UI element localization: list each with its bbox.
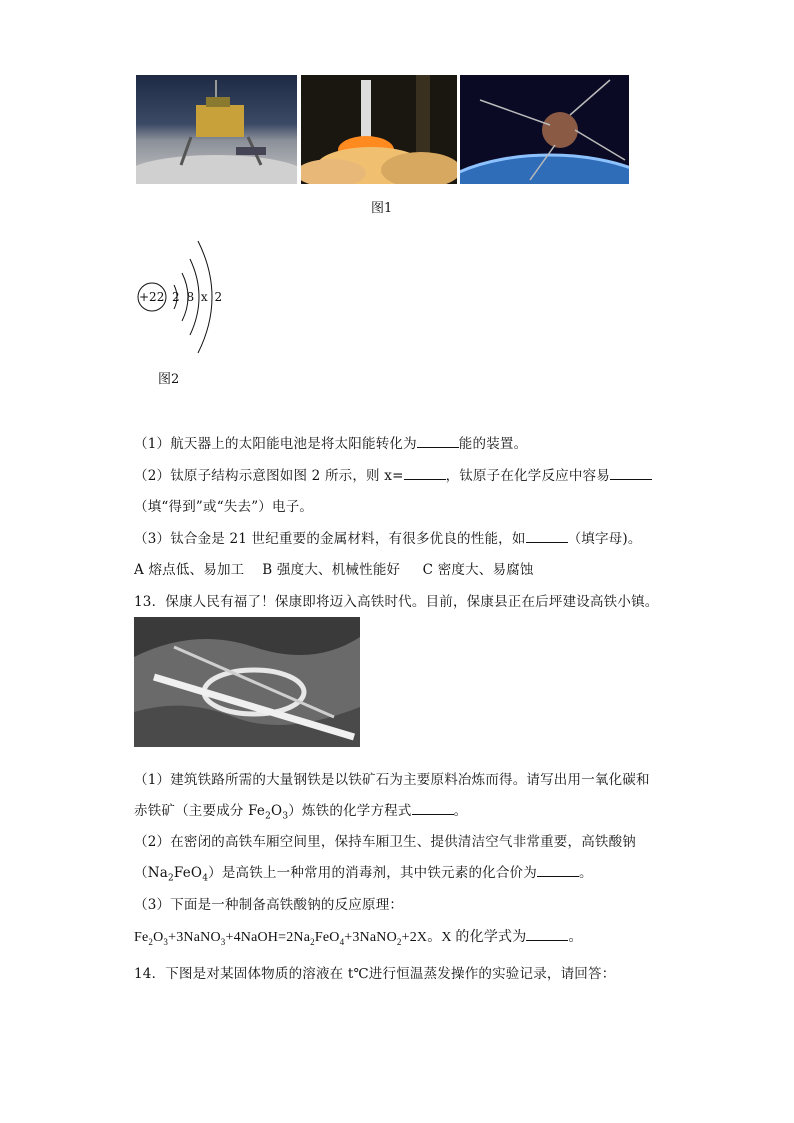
atom-nucleus: +22 xyxy=(139,290,165,304)
q13-part1-cont: 赤铁矿（主要成分 $Fe_2O_3$）炼铁的化学方程式 。 xyxy=(134,803,468,822)
q12-part2-cont: （填“得到”或“失去”）电子。 xyxy=(134,499,314,515)
satellite-earth-photo xyxy=(460,75,629,184)
q13-stem: 13．保康人民有福了！保康即将迈入高铁时代。目前，保康县正在后坪建设高铁小镇。 xyxy=(134,594,659,610)
answer-blank[interactable] xyxy=(526,928,568,941)
q13-equation: $Fe_2O_3+3NaNO_3+4NaOH=2Na_2FeO_4+3NaNO_2+2X$。X 的化学式为 。 xyxy=(134,930,583,947)
q13-part2-cont: $(Na_2FeO_4)$是高铁上一种常用的消毒剂，其中铁元素的化合价为 。 xyxy=(134,865,593,884)
q14-stem: 14．下图是对某固体物质的溶液在 t℃进行恒温蒸发操作的实验记录，请回答： xyxy=(134,966,616,982)
answer-blank[interactable] xyxy=(404,467,446,480)
q12-part1: （1）航天器上的太阳能电池是将太阳能转化为 能的装置。 xyxy=(134,436,528,452)
answer-blank[interactable] xyxy=(417,435,459,448)
answer-blank[interactable] xyxy=(412,802,454,815)
q13-part1: （1）建筑铁路所需的大量钢铁是以铁矿石为主要原料冶炼而得。请写出用一氧化碳和 xyxy=(134,772,650,788)
answer-blank[interactable] xyxy=(537,864,579,877)
answer-blank[interactable] xyxy=(610,467,652,480)
lunar-lander-photo xyxy=(136,75,297,184)
figure2-caption: 图2 xyxy=(158,372,180,387)
q12-options: A 熔点低、易加工 B 强度大、机械性能好 C 密度大、易腐蚀 xyxy=(134,562,534,578)
answer-blank[interactable] xyxy=(526,530,568,543)
q13-part2: （2）在密闭的高铁车厢空间里，保持车厢卫生、提供清洁空气非常重要，高铁酸钠 xyxy=(134,834,636,850)
q12-part2: （2）钛原子结构示意图如图 2 所示，则 x= ，钛原子在化学反应中容易 xyxy=(134,464,652,484)
q13-part3: （3）下面是一种制备高铁酸钠的反应原理： xyxy=(134,897,404,913)
railway-interchange-photo xyxy=(134,617,360,747)
atom-shells: 2 8 x 2 xyxy=(172,290,223,304)
figure1-caption: 图1 xyxy=(371,201,393,216)
q12-part3: （3）钛合金是 21 世纪重要的金属材料，有很多优良的性能，如 （填字母)。 xyxy=(134,531,642,547)
rocket-launch-photo xyxy=(301,75,457,184)
